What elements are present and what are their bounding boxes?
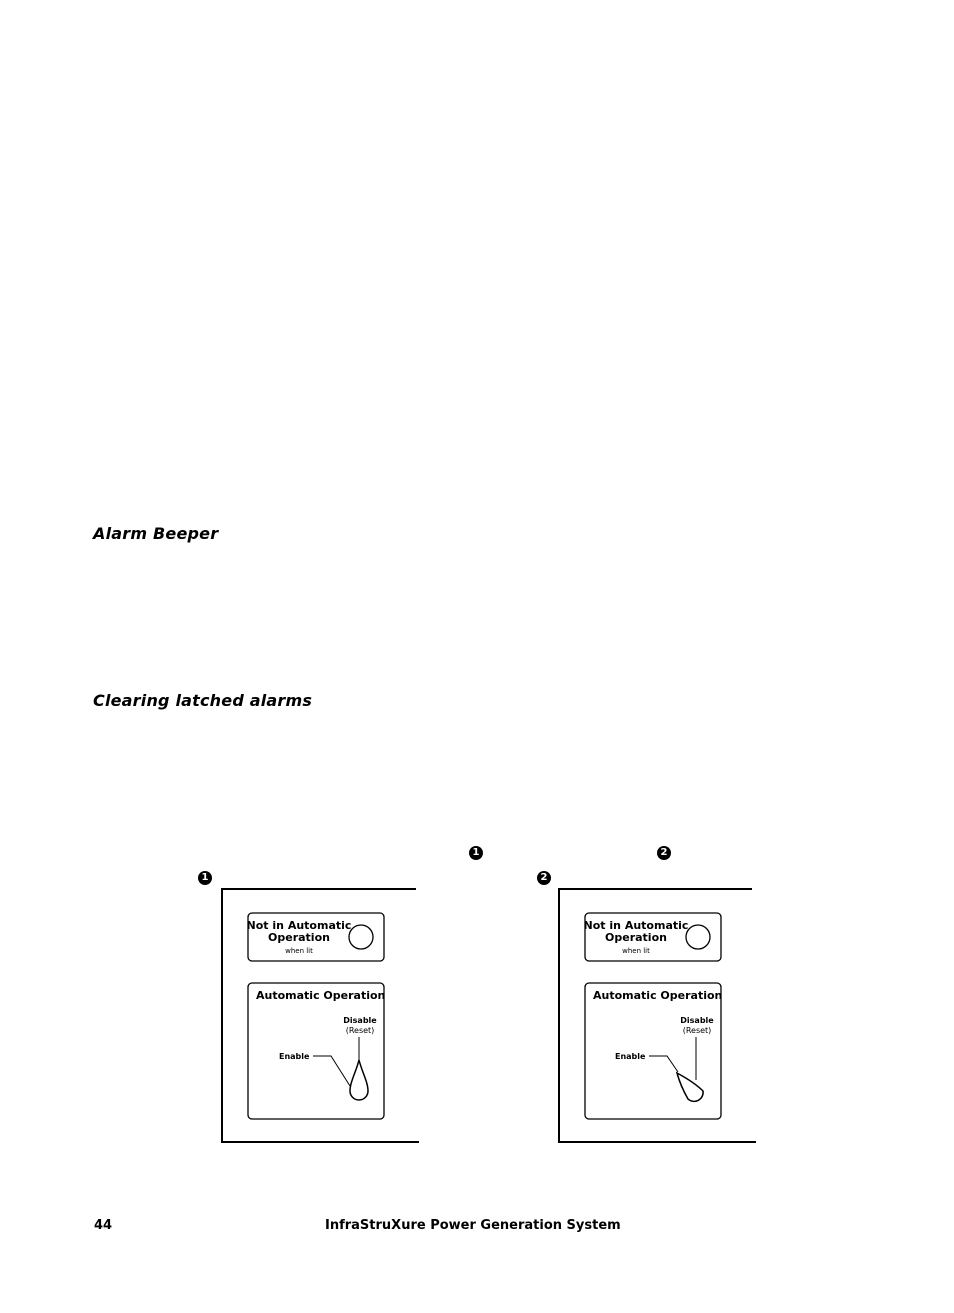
page-number: 44 [94, 1218, 113, 1233]
panel-1-enable-leader [313, 1056, 350, 1086]
panel-1-indicator-sub: when lit [285, 947, 313, 955]
panel-2-enable-label: Enable [615, 1052, 646, 1061]
panel-2-disable-label: Disable [680, 1016, 714, 1025]
panel-1-switch-title: Automatic Operation [256, 989, 386, 1002]
panel-2-indicator-light [686, 925, 710, 949]
panel-1-enable-label: Enable [279, 1052, 310, 1061]
panel-2-indicator-label-line1: Not in Automatic [583, 919, 689, 932]
panel-2 [559, 889, 756, 1142]
panel-2-enable-leader [649, 1056, 678, 1072]
panel-1 [222, 889, 419, 1142]
panel-2-indicator-sub: when lit [622, 947, 650, 955]
panel-2-toggle-lever [677, 1073, 703, 1101]
panel-2-indicator-label-line2: Operation [605, 931, 667, 944]
panel-2-switch-title: Automatic Operation [593, 989, 723, 1002]
callout-2-inline: 2 [657, 846, 671, 860]
callout-1-inline: 1 [469, 846, 483, 860]
clearing-latched-alarms-heading: Clearing latched alarms [93, 691, 313, 710]
panel-1-disable-label: Disable [343, 1016, 377, 1025]
panel-1-indicator-label-line2: Operation [268, 931, 330, 944]
panel-2-reset-label: (Reset) [682, 1026, 712, 1035]
alarm-beeper-heading: Alarm Beeper [93, 524, 219, 543]
document-title: InfraStruXure Power Generation System [325, 1218, 621, 1233]
panel-1-indicator-light [349, 925, 373, 949]
panel-1-indicator-label-line1: Not in Automatic [246, 919, 352, 932]
callout-1-figure: 1 [198, 871, 212, 885]
callout-2-figure: 2 [537, 871, 551, 885]
panel-1-toggle-lever [350, 1060, 368, 1100]
panel-1-reset-label: (Reset) [345, 1026, 375, 1035]
